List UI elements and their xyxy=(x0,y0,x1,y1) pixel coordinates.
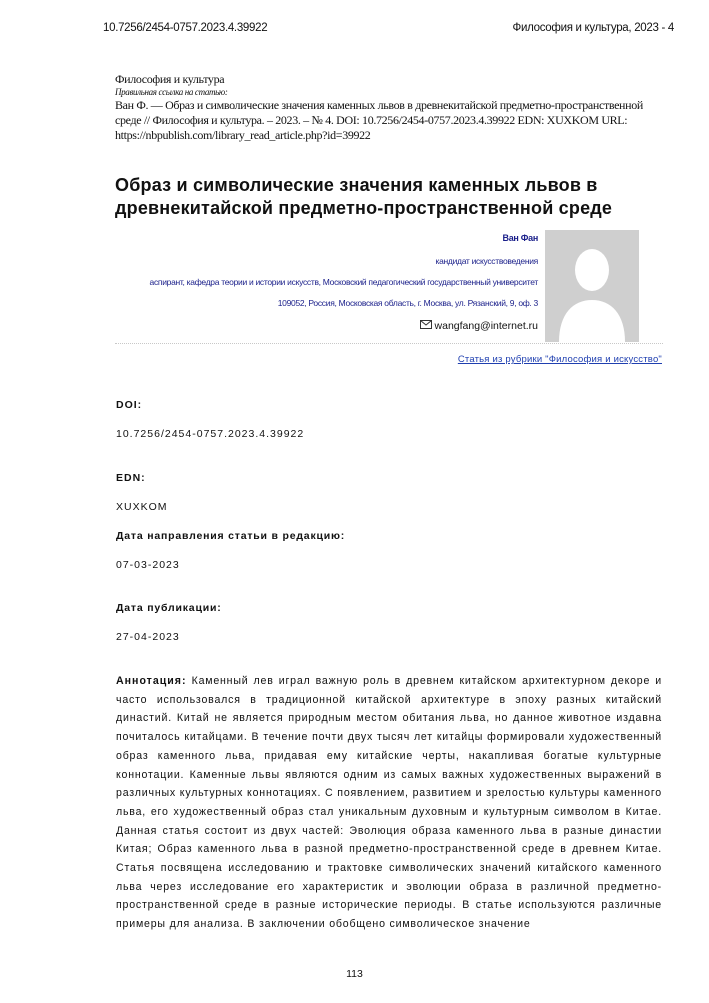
submitted-label: Дата направления статьи в редакцию: xyxy=(116,530,346,542)
author-affiliation: аспирант, кафедра теории и истории искусств, Московский педагогический государственный университет xyxy=(149,277,538,287)
author-email-row[interactable] xyxy=(420,320,538,332)
edn-value: XUXKOM xyxy=(116,501,168,513)
citation-ref-label: Правильная ссылка на статью: xyxy=(115,87,228,97)
citation-block xyxy=(115,72,665,143)
rubric-link[interactable]: Статья из рубрики "Философия и искусство" xyxy=(457,354,662,365)
envelope-icon xyxy=(420,320,432,332)
published-label: Дата публикации: xyxy=(116,602,222,614)
article-title: Образ и символические значения каменных львов в древнекитайской предметно-пространственной среде xyxy=(115,175,613,218)
abstract xyxy=(116,672,662,934)
running-header-journal-issue: Философия и культура, 2023 - 4 xyxy=(512,22,674,34)
doi-label: DOI: xyxy=(116,399,143,411)
author-degree: кандидат искусствоведения xyxy=(435,256,538,266)
running-header-doi: 10.7256/2454-0757.2023.4.39922 xyxy=(103,22,268,34)
author-address: 109052, Россия, Московская область, г. Москва, ул. Рязанский, 9, оф. 3 xyxy=(277,298,538,308)
edn-label: EDN: xyxy=(116,472,146,484)
abstract-text: Каменный лев играл важную роль в древнем китайском архитектурном декоре и часто использовался в традиционной китайской архитектуре в эпоху разных китайский династий. Китай не является природным местом обитания льва, но данное животное издавна почиталось китайцами. В течение почти двух тысяч лет китайцы формировали художественный образ каменного льва, придавая ему китайские черты, накапливая богатые культурные коннотации. Каменные львы являются одним из самых важных художественных выражений в различных культурных коннотациях. С появлением, развитием и зрелостью культуры каменного льва, его художественный образ стал уникальным духовным и культурным символом в Китае. Данная статья состоит из двух частей: Эволюция образа каменного льва в разные династии Китая; Образ каменного льва в разной предметно-пространственной среде в древнем Китае. Статья посвящена исследованию и трактовке символических значений китайского каменного льва через исследование его характеристик и эволюции образа в различной предметно-пространственной среде в разные исторические периоды. В статье используются различные примеры для анализа. В заключении обобщено символическое значение xyxy=(116,675,663,931)
author-email[interactable]: wangfang@internet.ru xyxy=(434,320,538,332)
divider xyxy=(115,343,663,344)
author-name: Ван Фан xyxy=(502,233,538,243)
citation-text: Ван Ф. — Образ и символические значения каменных львов в древнекитайской предметно-пространственной среде // Философия и культура. – 2023. – № 4. DOI: 10.7256/2454-0757.2023.4.39922 EDN: XUXKOM URL: https://nbpublish.com/library_read_article.php?id=39922 xyxy=(115,98,643,142)
author-photo xyxy=(545,230,639,342)
page-number: 113 xyxy=(346,968,363,980)
abstract-label: Аннотация: xyxy=(116,675,187,687)
citation-journal: Философия и культура xyxy=(115,72,225,86)
submitted-value: 07-03-2023 xyxy=(116,559,180,571)
doi-value: 10.7256/2454-0757.2023.4.39922 xyxy=(116,428,305,440)
published-value: 27-04-2023 xyxy=(116,631,180,643)
person-silhouette-icon xyxy=(545,230,639,342)
